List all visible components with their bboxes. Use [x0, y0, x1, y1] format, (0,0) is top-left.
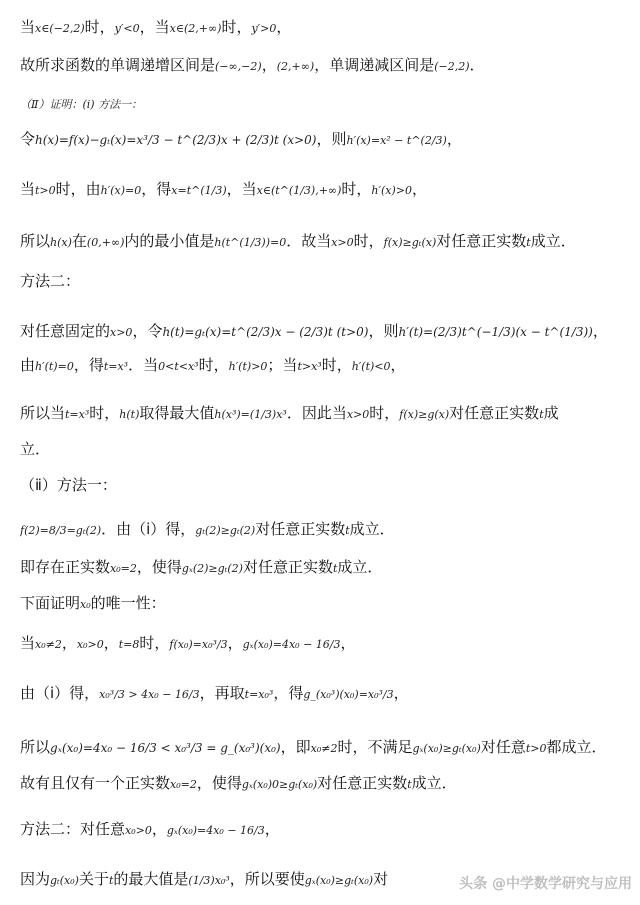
text-run: ．当 — [128, 356, 159, 374]
math-formula: gₜ(x₀) — [50, 874, 79, 887]
math-formula: t — [407, 778, 412, 791]
math-formula: x₀ — [80, 598, 91, 611]
math-formula: y′>0 — [251, 22, 277, 35]
math-formula: x₀>0 — [125, 824, 152, 837]
text-run: ，所以要使 — [229, 870, 305, 888]
text-run: 时， — [89, 404, 120, 422]
math-formula: t=x₀³ — [244, 688, 274, 701]
text-run: ，当 — [226, 180, 257, 198]
math-formula: gₓ(x₀)=4x₀ − 16/3 — [166, 824, 265, 837]
math-formula: t=x³ — [65, 408, 90, 421]
math-formula: t>x³ — [297, 360, 322, 373]
text-run: 成立． — [337, 558, 383, 576]
math-formula: f(x)≥gₜ(x) — [383, 236, 437, 249]
math-formula: h(t) — [119, 408, 140, 421]
math-formula: h′(x)=x² − t^(2/3) — [346, 134, 447, 147]
math-formula: (−∞,−2) — [215, 60, 262, 73]
text-line — [20, 56, 630, 74]
math-formula: x₀≠2 — [35, 638, 62, 651]
math-formula: gₓ(x₀)≥gₜ(x₀) — [304, 874, 374, 887]
math-formula: gₓ(x₀)=4x₀ − 16/3 — [242, 638, 341, 651]
text-run: 当 — [20, 634, 36, 652]
text-run: 对任意正实数 — [255, 520, 346, 538]
math-formula: gₓ(2)≥gₜ(2) — [181, 562, 243, 575]
text-run: ，单调递减区间是 — [314, 56, 435, 74]
text-run: 成立． — [411, 774, 457, 792]
math-formula: h(x) — [50, 236, 72, 249]
text-line — [20, 356, 630, 374]
text-run: 关于 — [78, 870, 109, 888]
text-run: 的唯一性： — [90, 594, 166, 612]
math-formula: h(x³)=(1/3)x³ — [214, 408, 287, 421]
math-formula: t=8 — [118, 638, 140, 651]
text-run: 即存在正实数 — [20, 558, 111, 576]
text-run: 对任意正实数 — [436, 232, 527, 250]
text-run: （ⅱ）方法一： — [20, 476, 117, 494]
math-formula: 0<t<x³ — [158, 360, 199, 373]
text-run: 成 — [543, 404, 559, 422]
text-run: ， — [340, 634, 356, 652]
text-run: 所以 — [20, 232, 51, 250]
math-formula: (1/3)x₀³ — [188, 874, 230, 887]
text-run: 当 — [20, 180, 36, 198]
text-line — [20, 18, 630, 36]
math-formula: h′(t)>0 — [228, 360, 268, 373]
text-line — [20, 94, 630, 112]
math-formula: f(x₀)=x₀³/3 — [169, 638, 228, 651]
math-formula: x₀=2 — [170, 778, 197, 791]
text-run: 立． — [20, 440, 51, 458]
math-formula: （Ⅱ）证明：(ⅰ) 方法一： — [20, 98, 143, 111]
text-run: 时，由 — [55, 180, 101, 198]
math-formula: x∈(2,+∞) — [169, 22, 222, 35]
text-run: 下面证明 — [20, 594, 81, 612]
text-run: ， — [276, 18, 292, 36]
math-formula: h′(t)=0 — [35, 360, 74, 373]
text-run: ，当 — [139, 18, 170, 36]
text-run: ，使得 — [196, 774, 242, 792]
text-run: 因为 — [20, 870, 51, 888]
text-run: 都成立． — [546, 738, 607, 756]
text-run: 方法二：对任意 — [20, 820, 126, 838]
text-line — [20, 476, 630, 494]
text-run: 故有且仅有一个正实数 — [20, 774, 171, 792]
math-formula: gₓ(x₀)0≥gₜ(x₀) — [241, 778, 318, 791]
text-run: 对 — [373, 870, 389, 888]
math-formula: (−2,2) — [434, 60, 470, 73]
text-run: 的最大值是 — [113, 870, 189, 888]
text-run: 故所求函数的单调递增区间是 — [20, 56, 216, 74]
text-line — [20, 322, 630, 340]
math-formula: gₓ(x₀)=4x₀ − 16/3 < x₀³/3 = g_(x₀³)(x₀) — [50, 741, 281, 755]
math-formula: x>0 — [110, 326, 133, 339]
text-run: ， — [227, 634, 243, 652]
text-run: 时， — [353, 232, 384, 250]
math-formula: x₀=2 — [110, 562, 137, 575]
text-run: 当 — [20, 18, 36, 36]
math-formula: g_(x₀³)(x₀)=x₀³/3 — [303, 688, 394, 701]
text-run: ，使得 — [136, 558, 182, 576]
text-run: 令 — [20, 130, 36, 148]
text-run: 时， — [221, 18, 252, 36]
text-run: 时， — [198, 356, 229, 374]
math-formula: (0,+∞) — [86, 236, 125, 249]
text-run: ， — [151, 820, 167, 838]
text-run: 时， — [341, 180, 372, 198]
text-run: ，则 — [316, 130, 347, 148]
math-formula: t — [345, 524, 350, 537]
text-run: 取得最大值 — [139, 404, 215, 422]
text-run: ．因此当 — [286, 404, 347, 422]
math-formula: y′<0 — [114, 22, 140, 35]
math-formula: t>0 — [525, 742, 547, 755]
text-run: ， — [390, 356, 406, 374]
math-formula: x>0 — [346, 408, 370, 421]
math-formula: h(x)=f(x)−gₜ(x)=x³/3 − t^(2/3)x + (2/3)t (x>0) — [35, 133, 317, 147]
math-formula: f(x)≥g(x) — [399, 408, 450, 421]
math-formula: t — [539, 408, 544, 421]
text-line — [20, 594, 630, 612]
math-formula: (2,+∞) — [276, 60, 315, 73]
text-run: ，即 — [280, 738, 311, 756]
math-formula: x∈(t^(1/3),+∞) — [256, 184, 342, 197]
text-run: ， — [592, 322, 608, 340]
text-run: 对任意 — [480, 738, 526, 756]
text-run: ，得 — [273, 684, 304, 702]
text-run: ，则 — [368, 322, 399, 340]
math-formula: x∈(−2,2) — [35, 22, 85, 35]
text-run: 所以 — [20, 738, 51, 756]
text-run: 成立． — [349, 520, 395, 538]
math-formula: h(t^(1/3))=0 — [214, 236, 287, 249]
text-run: 方法二： — [20, 272, 81, 290]
text-run: ， — [393, 684, 409, 702]
math-formula: t — [108, 874, 114, 887]
math-formula: h′(x)>0 — [371, 184, 412, 197]
text-run: ，再取 — [199, 684, 245, 702]
text-line — [20, 272, 630, 290]
math-formula: x₀³/3 > 4x₀ − 16/3 — [99, 688, 200, 701]
text-run: ， — [261, 56, 277, 74]
text-line — [20, 520, 630, 538]
text-run: 所以当 — [20, 404, 66, 422]
text-run: ．故当 — [286, 232, 332, 250]
math-formula: h′(t)<0 — [351, 360, 391, 373]
text-run: ，得 — [141, 180, 172, 198]
text-run: 在 — [71, 232, 87, 250]
text-run: 由 — [20, 356, 36, 374]
math-formula: x=t^(1/3) — [171, 184, 227, 197]
text-run: 时， — [84, 18, 115, 36]
text-line — [20, 634, 630, 652]
text-run: ，令 — [132, 322, 163, 340]
math-formula: h(t)=gₜ(x)=t^(2/3)x − (2/3)t (t>0) — [162, 325, 369, 339]
math-formula: t — [526, 236, 531, 249]
text-run: 时， — [139, 634, 170, 652]
math-formula: h′(t)=(2/3)t^(−1/3)(x − t^(1/3)) — [398, 325, 593, 339]
text-line — [20, 684, 630, 702]
text-run: ， — [411, 180, 427, 198]
math-formula: h′(x)=0 — [100, 184, 142, 197]
text-run: 对任意正实数 — [317, 774, 408, 792]
text-line — [20, 820, 630, 838]
math-formula: x₀≠2 — [310, 742, 338, 755]
text-run: ；当 — [267, 356, 298, 374]
watermark: 头条 @中学数学研究与应用 — [459, 876, 632, 893]
text-run: 对任意正实数 — [449, 404, 540, 422]
text-line — [20, 232, 630, 250]
text-run: 成立． — [530, 232, 576, 250]
text-run: 时， — [369, 404, 400, 422]
text-line — [20, 404, 630, 422]
math-formula: t>0 — [35, 184, 56, 197]
text-line — [20, 440, 630, 458]
text-run: 对任意固定的 — [20, 322, 111, 340]
text-run: ．由（ⅰ）得， — [101, 520, 196, 538]
text-line — [20, 180, 630, 198]
text-run: 由（ⅰ）得， — [20, 684, 100, 702]
text-line — [20, 774, 630, 792]
text-run: ． — [469, 56, 485, 74]
text-line — [20, 738, 630, 756]
text-run: ， — [264, 820, 280, 838]
text-run: 时， — [321, 356, 352, 374]
text-run: ， — [103, 634, 119, 652]
math-formula: t — [332, 562, 338, 575]
math-formula: f(2)=8/3=gₜ(2) — [20, 524, 102, 537]
text-run: ， — [446, 130, 462, 148]
math-formula: x>0 — [331, 236, 354, 249]
math-formula: gₓ(x₀)≥gₜ(x₀) — [412, 742, 481, 755]
text-run: ，得 — [73, 356, 104, 374]
text-run: ， — [61, 634, 77, 652]
text-run: 内的最小值是 — [124, 232, 215, 250]
text-line — [20, 558, 630, 576]
text-run: 对任意正实数 — [242, 558, 333, 576]
math-formula: x₀>0 — [76, 638, 104, 651]
math-formula: gₜ(2)≥gₜ(2) — [195, 524, 256, 537]
text-line — [20, 130, 630, 148]
text-run: 时，不满足 — [337, 738, 413, 756]
math-formula: t=x³ — [103, 360, 129, 373]
